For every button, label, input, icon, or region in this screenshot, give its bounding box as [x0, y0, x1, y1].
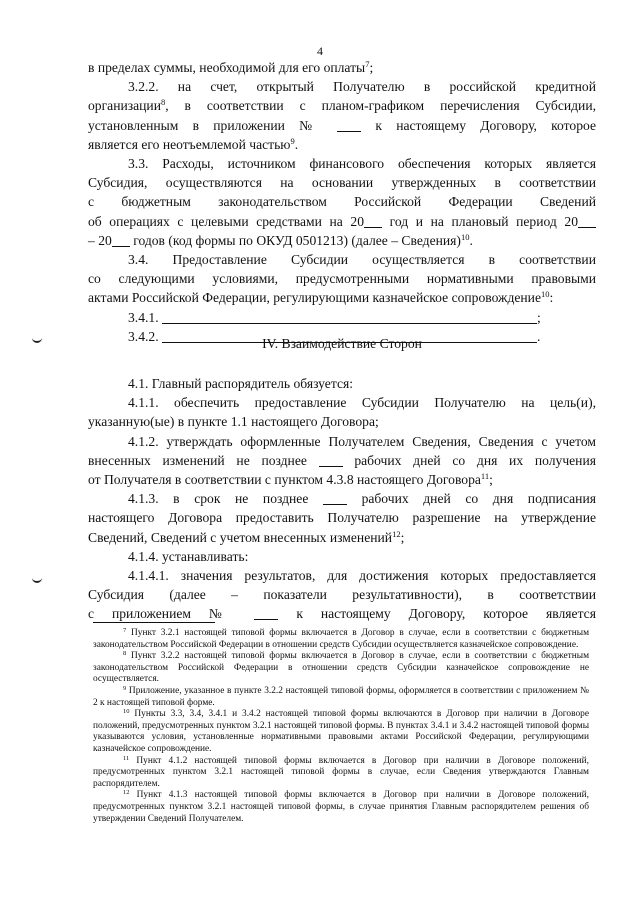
- item-3-4-2: 3.4.2. .: [128, 328, 541, 344]
- footnote-7: $^7$ Пункт 3.2.1 настоящей типовой формы включается в Договор в случае, если в соответствии с бюджетным законодательством Российской Федерации в отношении средств Субсидии осуществляется казначейское сопровождение.: [93, 627, 590, 650]
- paragraph-4-1-3: 4.1.3. в срок не позднее рабочих дней со дня подписания: [128, 491, 596, 507]
- blank-field: [319, 454, 343, 467]
- page-number: 4: [317, 44, 323, 58]
- section-text: 4.1. Главный распорядитель обязуется: 4.1.1. обеспечить предоставление Субсидии Получателю на цель(и), указанную(ые) в пункте 1.1 настоящего Договора; 4.1.2. утверждать оформленные Получателем Сведения, Сведения с учетом внесенных изменений не позднее рабочих дней со дня их получения от Получателя в соответствии с пунктом 4.3.8 настоящего Договора$^{11}$; 4.1.3. в срок не позднее рабочих дней со дня подписания настоящего Договора предоставить Получателю разрешение на утверждение Сведений, Сведений с учетом внесенных изменений$^{12}$; 4.1.4. устанавливать: 4.1.4.1. значения результатов, для достижения которых предоставляется Субсидия (далее – показатели результативности), в соответствии с приложением № к настоящему Договору, которое является: [88, 376, 596, 622]
- footnote-8: $^8$ Пункт 3.2.2 настоящей типовой формы включается в Договор в случае, если в соответствии с бюджетным законодательством Российской Федерации в отношении средств Субсидии казначейское сопровождение не осуществляется.: [93, 650, 590, 685]
- footnote-9: $^9$ Приложение, указанное в пункте 3.2.2 настоящей типовой формы, оформляется в соответствии с приложением № 2 к настоящей типовой форме.: [93, 684, 590, 708]
- blank-field: [337, 119, 361, 132]
- paragraph-4-1-4-1: 4.1.4.1. значения результатов, для достижения которых предоставляется: [128, 568, 596, 584]
- footnote-12: $^{12}$ Пункт 4.1.3 настоящей типовой формы включается в Договор при наличии в Договоре положений, предусмотренных пунктом 3.2.1 настоящей типовой формы, в случае принятия Главным распорядителем решения об утверждении Сведений Получателем.: [93, 789, 590, 824]
- blank-line: [162, 311, 537, 324]
- blank-field: [254, 607, 278, 620]
- blank-field: [323, 492, 347, 505]
- scan-margin-mark: [32, 335, 42, 343]
- paragraph-3-2-2: 3.2.2. на счет, открытый Получателю в российской кредитной: [128, 79, 596, 95]
- blank-field: [364, 215, 382, 228]
- blank-field: [112, 234, 130, 247]
- paragraph-3-3: 3.3. Расходы, источником финансового обеспечения которых является: [128, 156, 596, 172]
- footnote-11: $^{11}$ Пункт 4.1.2 настоящей типовой формы включается в Договор при наличии в Договоре положений, предусмотренных пунктом 3.2.1 настоящей типовой формы в случае, если Сведения утверждаются Главным распорядителем.: [93, 754, 590, 789]
- paragraph-3-2-1-end: в пределах суммы, необходимой для его оплаты$^7$;: [88, 59, 374, 75]
- blank-field: [578, 215, 596, 228]
- paragraph-4-1: 4.1. Главный распорядитель обязуется:: [128, 376, 354, 391]
- paragraph-4-1-4: 4.1.4. устанавливать:: [128, 548, 249, 564]
- footnotes: [93, 628, 589, 825]
- scan-margin-mark: [32, 575, 42, 583]
- body-text: в пределах суммы, необходимой для его оплаты$^7$; 3.2.2. на счет, открытый Получателю в российской кредитной организации$^8$, в соответствии с планом-графиком перечисления Субсидии, установленным в приложении № к настоящему Договору, которое является его неотъемлемой частью$^9$. 3.3. Расходы, источником финансового обеспечения которых является Субсидия, осуществляются на основании утвержденных в соответствии с бюджетным законодательством Российской Федерации Сведений об операциях с целевыми средствами на 20 год и на плановый период 20 – 20 годов (код формы по ОКУД 0501213) (далее – Сведения)$^{10}$. 3.4. Предоставление Субсидии осуществляется в соответствии со следующими условиями, предусмотренными нормативными правовыми актами Российской Федерации, регулирующими казначейское сопровождение$^{10}$: 3.4.1. ; 3.4.2. .: [88, 58, 596, 346]
- footnote-separator: [93, 622, 215, 623]
- section-heading: IV. Взаимодействие Сторон: [262, 336, 422, 351]
- footnote-10: $^{10}$ Пункты 3.3, 3.4, 3.4.1 и 3.4.2 настоящей типовой формы включаются в Договор при наличии в Договоре положений, предусмотренных пунктом 3.2.1 настоящей типовой формы. В пунктах 3.4.1 и 3.4.2 настоящей типовой формы указываются условия, установленные нормативными правовыми актами Российской Федерации, регулирующими казначейское сопровождение.: [93, 708, 590, 754]
- item-3-4-1: 3.4.1. ;: [128, 309, 541, 325]
- paragraph-4-1-1: 4.1.1. обеспечить предоставление Субсидии Получателю на цель(и),: [128, 395, 596, 411]
- paragraph-4-1-2: 4.1.2. утверждать оформленные Получателем Сведения, Сведения с учетом: [128, 433, 596, 449]
- paragraph-3-4: 3.4. Предоставление Субсидии осуществляется в соответствии: [128, 252, 596, 268]
